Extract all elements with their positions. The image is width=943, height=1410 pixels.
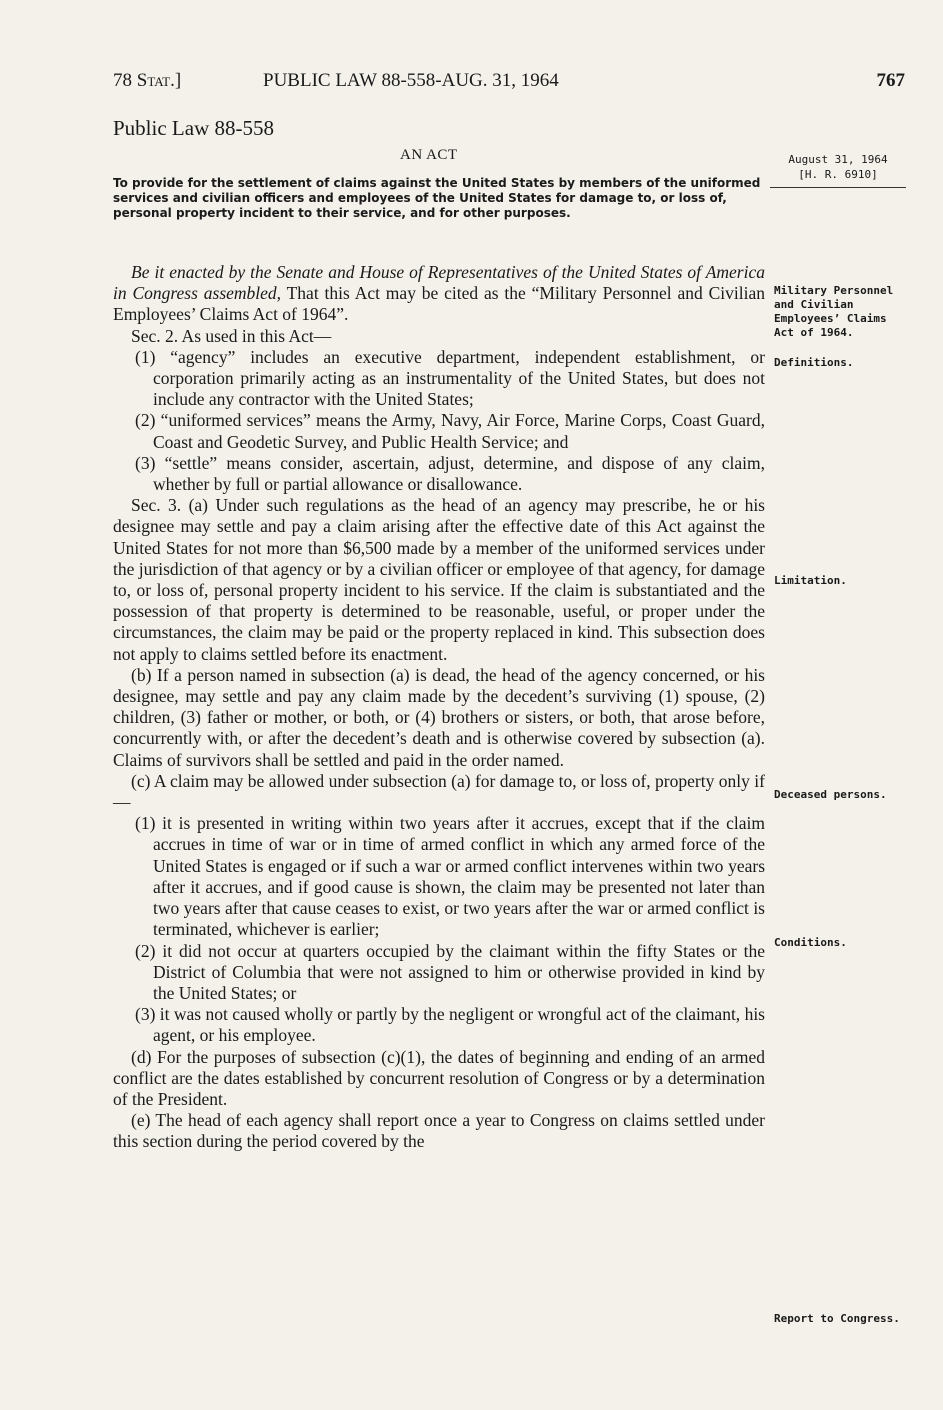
condition-item: (3) it was not caused wholly or partly by the negligent or wrongful act of the claimant, his agent, or his employee. (135, 1004, 765, 1046)
definition-item: (3) “settle” means consider, ascertain, adjust, determine, and dispose of any claim, whether by full or partial allowance or disallowance. (135, 452, 765, 495)
margin-note-short-title: Military Personnel and Civilian Employees’ Claims Act of 1964. (774, 284, 894, 339)
act-body (113, 262, 765, 1153)
margin-note-limitation: Limitation. (774, 574, 847, 587)
margin-note-definitions: Definitions. (774, 356, 854, 369)
law-number: Public Law 88-558 (113, 116, 274, 140)
section-3-a: Sec. 3. (a) Under such regulations as the head of an agency may prescribe, he or his designee may settle and pay a claim arising after the effective date of this Act against the United States for not more than $6,500 made by a member of the uniformed services under the jurisdiction of that agency or by a civilian officer or employee of that agency, for damage to, or loss of, personal property incident to his service. If the claim is substantiated and the possession of that property is determined to be reasonable, useful, or proper under the circumstances, the claim may be paid or the property replaced in kind. This subsection does not apply to claims settled before its enactment. (113, 495, 765, 664)
act-heading: AN ACT (400, 147, 458, 163)
bill-number: [H. R. 6910] (798, 168, 878, 181)
date-block (770, 152, 906, 188)
definition-item: (2) “uniformed services” means the Army, Navy, Air Force, Marine Corps, Coast Guard, Coast and Geodetic Survey, and Public Health Service; and (135, 410, 765, 452)
margin-note-deceased: Deceased persons. (774, 788, 887, 801)
enacting-clause (113, 262, 765, 326)
purpose-clause: To provide for the settlement of claims against the United States by members of the uniformed services and civilian officers and employees of the United States for damage to, or loss of, personal property incident to their service, and for other purposes. (113, 176, 761, 220)
margin-note-conditions: Conditions. (774, 936, 847, 949)
section-3-e: (e) The head of each agency shall report once a year to Congress on claims settled under this section during the period covered by the (113, 1110, 765, 1152)
section-3-b: (b) If a person named in subsection (a) is dead, the head of the agency concerned, or his designee, may settle and pay any claim made by the decedent’s surviving (1) spouse, (2) children, (3) father or mother, or both, or (4) brothers or sisters, or both, that arose before, concurrently with, or after the decedent’s death and is otherwise covered by subsection (a). Claims of survivors shall be settled and paid in the order named. (113, 664, 765, 770)
margin-note-report: Report to Congress. (774, 1312, 900, 1325)
condition-item: (1) it is presented in writing within two years after it accrues, except that if the claim accrues in time of war or in time of armed conflict in which any armed force of the United States is engaged or if such a war or armed conflict intervenes within two years after it accrues, and if good cause is shown, the claim may be presented not later than two years after that cause ceases to exist, or two years after the war or armed conflict is terminated, whichever is earlier; (135, 813, 765, 940)
header-volume: 78 Stat.] (113, 70, 182, 91)
page-number: 767 (876, 70, 905, 91)
definition-item: (1) “agency” includes an executive department, independent establishment, or corporation primarily acting as an instrumentality of the United States, but does not include any contractor with the United States; (135, 346, 765, 410)
enactment-date: August 31, 1964 (788, 153, 888, 166)
running-header (113, 70, 905, 100)
enacting-clause-rest: That this Act may be cited as the “Military Personnel and Civilian Employees’ Claims Act of 1964”. (113, 283, 766, 325)
section-2-heading: Sec. 2. As used in this Act— (131, 325, 332, 346)
section-3-c: (c) A claim may be allowed under subsection (a) for damage to, or loss of, property only if— (113, 770, 765, 813)
section-3-d: (d) For the purposes of subsection (c)(1), the dates of beginning and ending of an armed conflict are the dates established by concurrent resolution of Congress or by a determination of the President. (113, 1046, 765, 1109)
header-title: PUBLIC LAW 88-558-AUG. 31, 1964 (263, 70, 559, 91)
enacting-clause-italic: Be it enacted by the Senate and House of Representatives of the United States of America in Congress assembled, (113, 262, 765, 304)
condition-item: (2) it did not occur at quarters occupied by the claimant within the fifty States or the District of Columbia that were not assigned to him or otherwise provided in kind by the United States; or (135, 940, 765, 1003)
